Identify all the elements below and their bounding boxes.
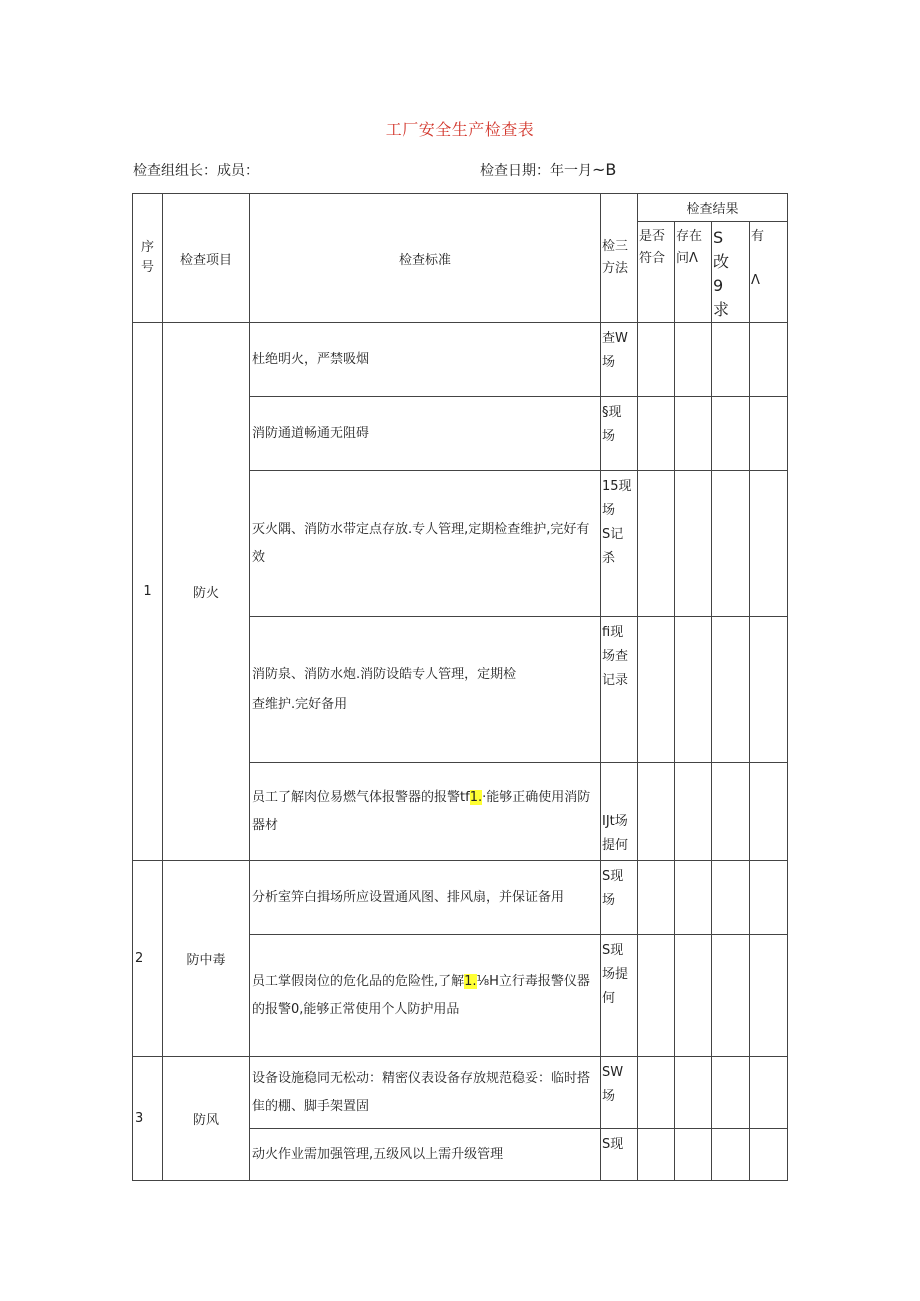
result-cell[interactable] [638,323,675,397]
method-text: 15现 场 S记 杀 [601,471,638,617]
method-text: fi现 场查 记录 [601,617,638,763]
inspection-date-label [480,160,616,180]
standard-text-main: 动火作业需加强管理,五级风以上需升级管理 [252,1146,504,1162]
section-item: 防火 [163,323,250,861]
result-cell[interactable] [750,323,788,397]
method-text: S现 场提 何 [601,935,638,1057]
standard-text [250,397,601,471]
section-index: 1 [133,323,163,861]
section-index: 2 [133,861,163,1057]
standard-text [250,617,601,763]
result-cell[interactable] [750,1129,788,1181]
document-title: 工厂安全生产检查表 [385,120,535,139]
standard-text-main: 消防通道畅通无阻碍 [252,425,370,441]
section-item: 防风 [163,1057,250,1181]
result-cell[interactable] [638,471,675,617]
result-cell[interactable] [675,1057,712,1129]
result-cell[interactable] [750,1057,788,1129]
result-cell[interactable] [750,763,788,861]
result-cell[interactable] [638,1057,675,1129]
standard-text [250,323,601,397]
result-cell[interactable] [638,763,675,861]
result-cell[interactable] [675,861,712,935]
standard-text-tail: ⅛H立行毒报警仪器的报警0,能够正常使用个人防护用品 [252,973,590,1017]
result-cell[interactable] [675,617,712,763]
method-text: SW 场 [601,1057,638,1129]
result-cell[interactable] [712,617,750,763]
col-item-header: 检查项目 [163,194,250,323]
col-index-header: 序 号 [133,194,163,323]
result-cell[interactable] [712,861,750,935]
col-result-header: 检查结果 [638,194,788,222]
col-standard-header: 检查标准 [250,194,601,323]
standard-text-main: 设备设施稳同无松动：精密仪表设备存放规范稳妥：临时搭隹的棚、脚手架置固 [252,1070,591,1114]
result-cell[interactable] [675,471,712,617]
table-row [133,861,788,935]
standard-text-main: 杜绝明火，严禁吸烟 [252,351,370,367]
result-cell[interactable] [638,1129,675,1181]
result-cell[interactable] [712,763,750,861]
method-text: IJt场 提何 [601,763,638,861]
standard-text-tail: ·能够正确使用消防器材 [252,789,591,833]
standard-text [250,1057,601,1129]
result-cell[interactable] [750,935,788,1057]
standard-text-main: 灭火隅、消防水带定点存放.专人管理,定期检查维护,完好有效 [252,521,590,565]
section-index: 3 [133,1057,163,1181]
method-text: S现 场 [601,861,638,935]
standard-text [250,763,601,861]
method-text: S现 [601,1129,638,1181]
inspection-date-mark: ~B [592,160,617,179]
method-text: §现 场 [601,397,638,471]
standard-text-main: 消防泉、消防水炮.消防设皓专人管理，定期检 查维护.完好备用 [252,666,517,712]
result-cell[interactable] [675,935,712,1057]
result-cell[interactable] [638,935,675,1057]
result-conform-header: 是否 符合 [638,222,675,323]
result-cell[interactable] [750,861,788,935]
result-rectify-header: S 改 9 求 [712,222,750,323]
inspection-date-text: 检查日期：年一月 [480,163,592,179]
result-cell[interactable] [675,397,712,471]
result-note-header: 有 Λ [750,222,788,323]
table-row [133,1057,788,1129]
result-cell[interactable] [750,617,788,763]
standard-text-main: 员工了解肉位易燃气体报警器的报警tf [252,789,470,805]
result-cell[interactable] [638,617,675,763]
inspection-team-label: 检查组组长：成员： [133,163,259,179]
result-cell[interactable] [750,471,788,617]
section-item: 防中毒 [163,861,250,1057]
standard-text-main: 分析室笄白揖场所应设置通风图、排风扇，并保证备用 [252,889,565,905]
result-cell[interactable] [675,1129,712,1181]
table-row [133,323,788,397]
result-issue-header: 存在 问Λ [675,222,712,323]
result-cell[interactable] [712,323,750,397]
result-cell[interactable] [750,397,788,471]
col-method-header: 检三 方法 [601,194,638,323]
result-cell[interactable] [712,1129,750,1181]
result-cell[interactable] [638,861,675,935]
inspection-table [132,193,788,1181]
highlight-mark: 1. [464,973,477,989]
result-cell[interactable] [675,323,712,397]
table-header-row [133,194,788,222]
result-cell[interactable] [712,471,750,617]
result-cell[interactable] [712,1057,750,1129]
standard-text [250,471,601,617]
result-cell[interactable] [638,397,675,471]
highlight-mark: 1. [469,789,483,805]
method-text: 查W 场 [601,323,638,397]
standard-text-main: 员工掌假岗位的危化品的危险性,了解 [252,973,465,989]
standard-text [250,1129,601,1181]
standard-text [250,861,601,935]
result-cell[interactable] [712,935,750,1057]
standard-text [250,935,601,1057]
result-cell[interactable] [712,397,750,471]
result-cell[interactable] [675,763,712,861]
